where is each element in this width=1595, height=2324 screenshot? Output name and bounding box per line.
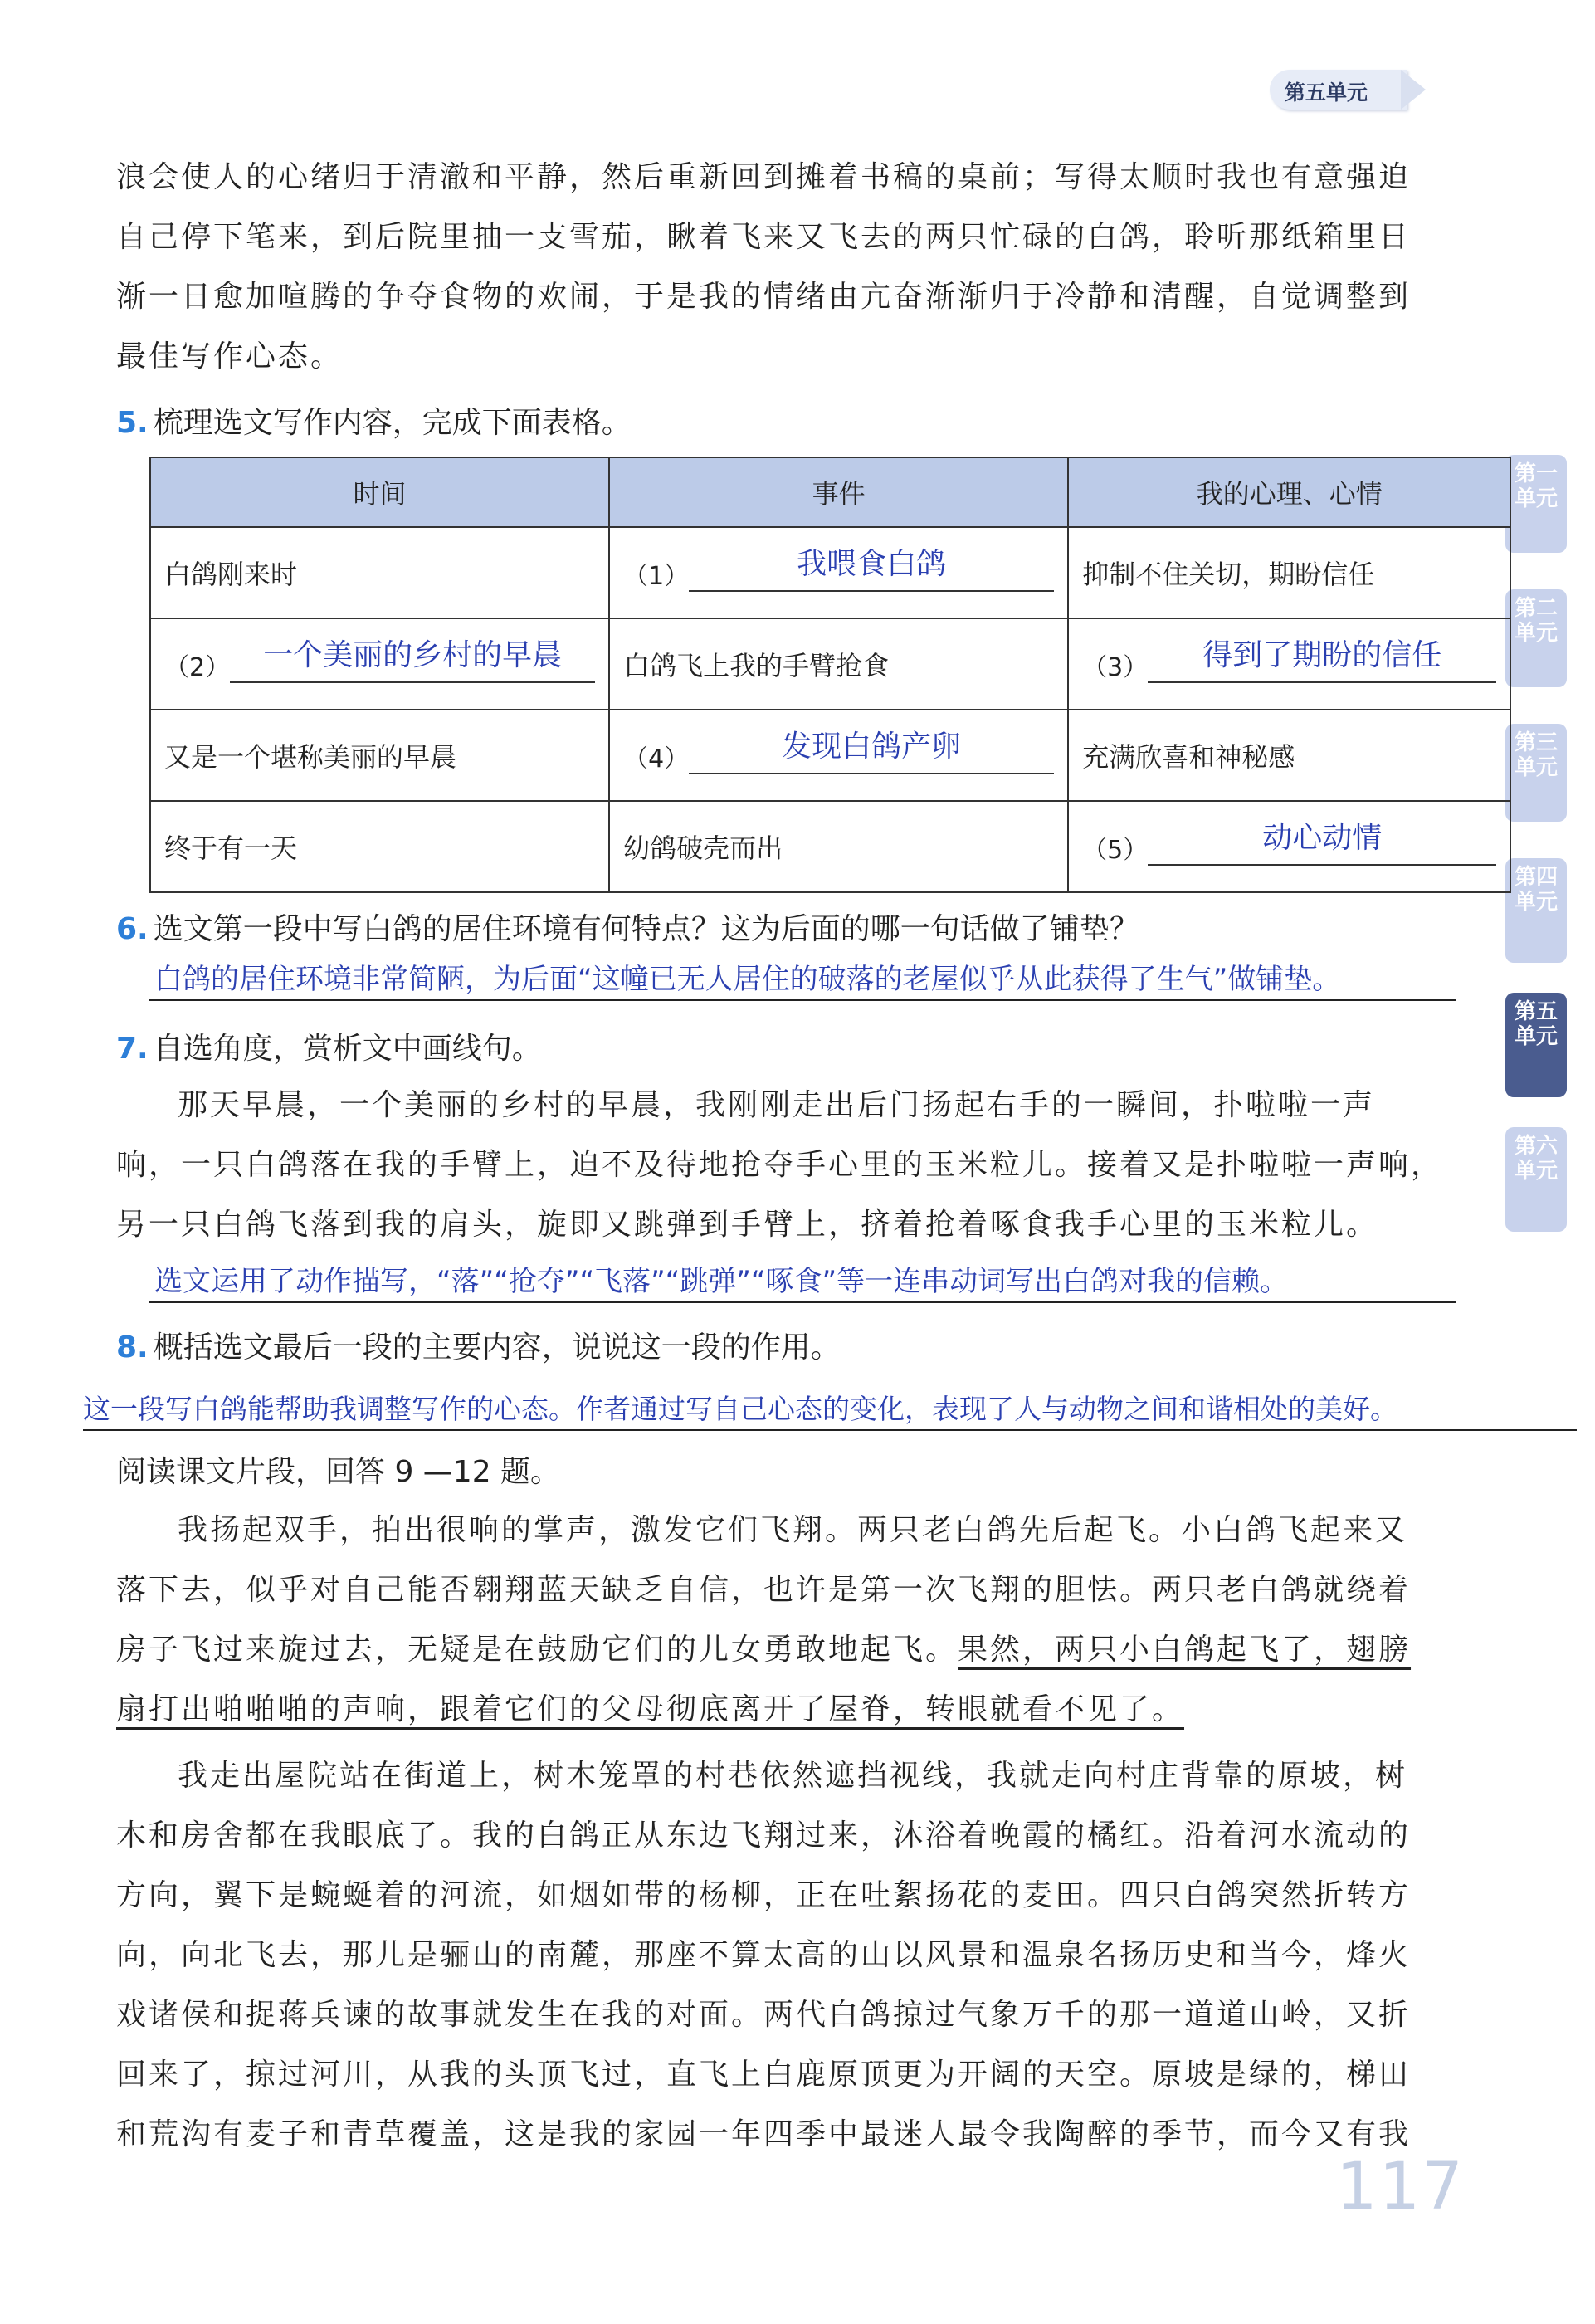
table-header-mood: 我的心理、心情 (1068, 457, 1510, 527)
intro-line-2: 自己停下笔来，到后院里抽一支雪茄，瞅着飞来又飞去的两只忙碌的白鸽，聆听那纸箱里日 (116, 220, 1412, 254)
unit-header-tag (1270, 70, 1436, 113)
question-7-text: 自选角度，赏析文中画线句。 (153, 1032, 542, 1066)
answer-underline (149, 1301, 1456, 1303)
question-8-number: 8. (116, 1330, 149, 1365)
answer-blank-5[interactable] (1148, 821, 1496, 866)
question-6-answer[interactable]: 白鸽的居住环境非常简陋，为后面“这幢已无人居住的破落的老屋似乎从此获得了生气”做铺垫。 (154, 963, 1341, 996)
table-cell-time: 又是一个堪称美丽的早晨 (150, 710, 609, 801)
question-6-text: 选文第一段中写白鸽的居住环境有何特点？这为后面的哪一句话做了铺垫？ (153, 912, 1139, 946)
table-cell-event: 幼鸽破壳而出 (609, 801, 1068, 892)
reading-intro: 阅读课文片段，回答 9 —12 题。 (116, 1455, 561, 1489)
question-7 (116, 1029, 542, 1069)
side-tab-unit-2[interactable]: 第二单元 (1505, 589, 1567, 687)
p1-line-3-text: 房子飞过来旋过去，无疑是在鼓励它们的儿女勇敢地起飞。 (116, 1633, 958, 1667)
content-table (149, 456, 1511, 893)
table-header-event: 事件 (609, 457, 1068, 527)
blank-number: （4） (623, 745, 690, 774)
answer-blank-2[interactable] (230, 638, 595, 683)
p2-line-6: 回来了，掠过河川，从我的头顶飞过，直飞上白鹿原顶更为开阔的天空。原坡是绿的，梯田 (116, 2058, 1412, 2092)
table-cell-time (150, 618, 609, 710)
side-tab-unit-1[interactable]: 第一单元 (1505, 455, 1567, 553)
p1-line-4-underlined: 扇打出啪啪啪的声响，跟着它们的父母彻底离开了屋脊，转眼就看不见了。 (116, 1692, 1185, 1726)
question-5 (116, 403, 632, 443)
question-7-number: 7. (116, 1032, 149, 1066)
answer-blank-1[interactable] (689, 547, 1054, 592)
p1-line-3 (116, 1620, 1461, 1680)
table-cell-mood (1068, 618, 1510, 710)
answer-text: 我喂食白鸽 (797, 547, 947, 581)
answer-text: 得到了期盼的信任 (1202, 638, 1442, 672)
underlined-sentence: 果然，两只小白鸽起飞了，翅膀 (958, 1633, 1412, 1667)
unit-header-label: 第五单元 (1285, 81, 1368, 105)
answer-blank-3[interactable] (1148, 638, 1496, 683)
blank-number: （2） (164, 653, 231, 682)
p2-line-5: 戏诸侯和捉蒋兵谏的故事就发生在我的对面。两代白鸽掠过气象万千的那一道道山岭，又折 (116, 1998, 1412, 2032)
table-cell-event (609, 710, 1068, 801)
p2-line-1: 我走出屋院站在街道上，树木笼罩的村巷依然遮挡视线，我就走向村庄背靠的原坡，树 (178, 1759, 1408, 1793)
table-cell-time: 终于有一天 (150, 801, 609, 892)
intro-line-4: 最佳写作心态。 (116, 339, 344, 374)
intro-line-1: 浪会使人的心绪归于清澈和平静，然后重新回到摊着书稿的桌前；写得太顺时我也有意强迫 (116, 160, 1412, 194)
q7-passage-line-2: 响，一只白鸽落在我的手臂上，迫不及待地抢夺手心里的玉米粒儿。接着又是扑啦啦一声响， (116, 1148, 1444, 1182)
q7-passage-line-3: 另一只白鸽飞落到我的肩头，旋即又跳弹到手臂上，挤着抢着啄食我手心里的玉米粒儿。 (116, 1208, 1379, 1242)
table-cell-mood (1068, 801, 1510, 892)
table-row (150, 710, 1510, 801)
table-cell-mood: 充满欣喜和神秘感 (1068, 710, 1510, 801)
side-tab-unit-4[interactable]: 第四单元 (1505, 858, 1567, 963)
blank-number: （5） (1082, 836, 1149, 865)
question-7-answer[interactable]: 选文运用了动作描写，“落”“抢夺”“飞落”“跳弹”“啄食”等一连串动词写出白鸽对我的信赖。 (154, 1265, 1289, 1298)
chevron-right-icon (1401, 70, 1426, 110)
question-5-text: 梳理选文写作内容，完成下面表格。 (153, 406, 632, 440)
p2-line-4: 向，向北飞去，那儿是骊山的南麓，那座不算太高的山以风景和温泉名扬历史和当今，烽火 (116, 1938, 1412, 1972)
p2-line-7: 和荒沟有麦子和青草覆盖，这是我的家园一年四季中最迷人最令我陶醉的季节，而今又有我 (116, 2117, 1412, 2151)
blank-number: （1） (623, 562, 690, 591)
question-6 (116, 910, 1139, 950)
blank-number: （3） (1082, 653, 1149, 682)
p1-line-1: 我扬起双手，拍出很响的掌声，激发它们飞翔。两只老白鸽先后起飞。小白鸽飞起来又 (178, 1513, 1408, 1547)
p2-line-3: 方向，翼下是蜿蜒着的河流，如烟如带的杨柳，正在吐絮扬花的麦田。四只白鸽突然折转方 (116, 1878, 1412, 1912)
answer-text: 一个美丽的乡村的早晨 (263, 638, 563, 672)
p2-line-2: 木和房舍都在我眼底了。我的白鸽正从东边飞翔过来，沐浴着晚霞的橘红。沿着河水流动的 (116, 1819, 1412, 1853)
question-5-number: 5. (116, 406, 149, 440)
table-cell-time: 白鸽刚来时 (150, 527, 609, 618)
table-cell-event: 白鸽飞上我的手臂抢食 (609, 618, 1068, 710)
side-tab-unit-5[interactable]: 第五单元 (1505, 993, 1567, 1097)
answer-blank-4[interactable] (689, 730, 1054, 774)
answer-underline (149, 999, 1456, 1001)
table-cell-event (609, 527, 1068, 618)
table-row (150, 618, 1510, 710)
table-header-time: 时间 (150, 457, 609, 527)
p1-line-2: 落下去，似乎对自己能否翱翔蓝天缺乏自信，也许是第一次飞翔的胆怯。两只老白鸽就绕着 (116, 1573, 1412, 1607)
side-tab-unit-3[interactable]: 第三单元 (1505, 724, 1567, 822)
answer-underline (83, 1429, 1577, 1431)
table-cell-mood: 抑制不住关切，期盼信任 (1068, 527, 1510, 618)
side-tab-unit-6[interactable]: 第六单元 (1505, 1127, 1567, 1232)
q7-passage-line-1: 那天早晨，一个美丽的乡村的早晨，我刚刚走出后门扬起右手的一瞬间，扑啦啦一声 (178, 1088, 1376, 1122)
table-header-row (150, 457, 1510, 527)
question-6-number: 6. (116, 912, 149, 946)
table-row (150, 527, 1510, 618)
question-8-text: 概括选文最后一段的主要内容，说说这一段的作用。 (153, 1330, 841, 1365)
question-8-answer[interactable]: 这一段写白鸽能帮助我调整写作的心态。作者通过写自己心态的变化，表现了人与动物之间和谐相处的美好。 (83, 1393, 1397, 1425)
page-number: 117 (1336, 2150, 1465, 2224)
table-row (150, 801, 1510, 892)
question-8 (116, 1328, 841, 1368)
answer-text: 动心动情 (1262, 821, 1383, 855)
answer-text: 发现白鸽产卵 (782, 730, 962, 764)
intro-line-3: 渐一日愈加喧腾的争夺食物的欢闹，于是我的情绪由亢奋渐渐归于冷静和清醒，自觉调整到 (116, 280, 1412, 314)
